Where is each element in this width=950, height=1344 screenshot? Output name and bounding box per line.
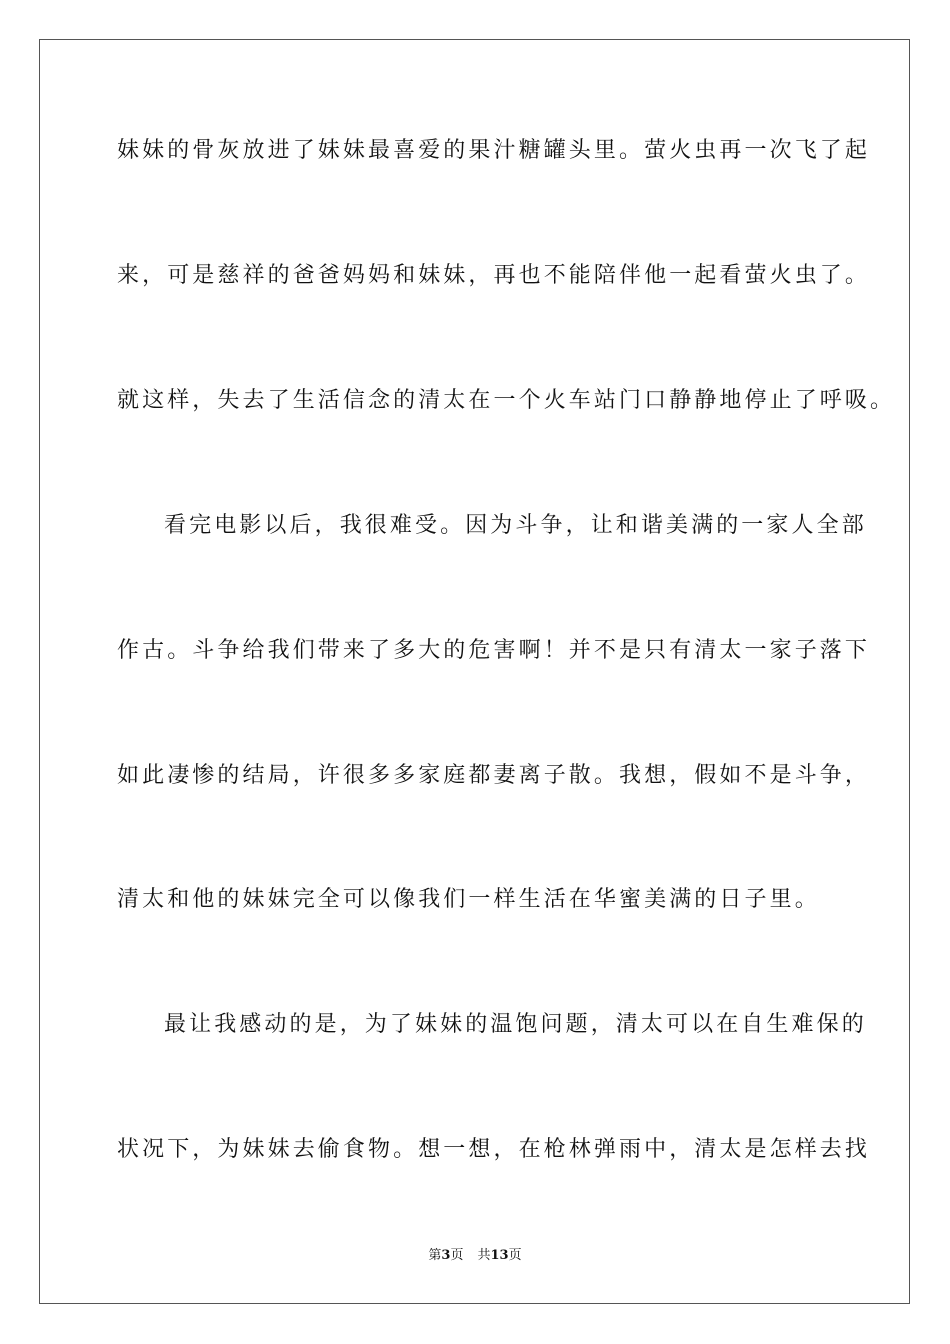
paragraph-first-line: 最让我感动的是，为了妹妹的温饱问题，清太可以在自生难保的 — [164, 1012, 867, 1037]
body-text-line: 作古。斗争给我们带来了多大的危害啊！并不是只有清太一家子落下 — [117, 638, 871, 663]
body-text-line: 来，可是慈祥的爸爸妈妈和妹妹，再也不能陪伴他一起看萤火虫了。 — [117, 263, 871, 288]
body-text-line: 清太和他的妹妹完全可以像我们一样生活在华蜜美满的日子里。 — [117, 887, 820, 912]
page-label-suffix: 页 — [450, 1248, 464, 1263]
page-border — [39, 39, 910, 1304]
body-text-line: 如此凄惨的结局，许很多多家庭都妻离子散。我想，假如不是斗争， — [117, 763, 871, 788]
body-text-line: 就这样，失去了生活信念的清太在一个火车站门口静静地停止了呼吸。 — [117, 388, 896, 413]
paragraph-first-line: 看完电影以后，我很难受。因为斗争，让和谐美满的一家人全部 — [164, 513, 867, 538]
page-footer — [0, 1248, 950, 1264]
body-text-line: 妹妹的骨灰放进了妹妹最喜爱的果汁糖罐头里。萤火虫再一次飞了起 — [117, 138, 871, 163]
page-number: 3 — [441, 1248, 451, 1263]
body-text-line: 状况下，为妹妹去偷食物。想一想，在枪林弹雨中，清太是怎样去找 — [117, 1137, 871, 1162]
total-pages: 13 — [490, 1248, 509, 1263]
total-label-suffix: 页 — [508, 1248, 522, 1263]
page-label-prefix: 第 — [428, 1248, 442, 1263]
total-label-prefix: 共 — [477, 1248, 491, 1263]
